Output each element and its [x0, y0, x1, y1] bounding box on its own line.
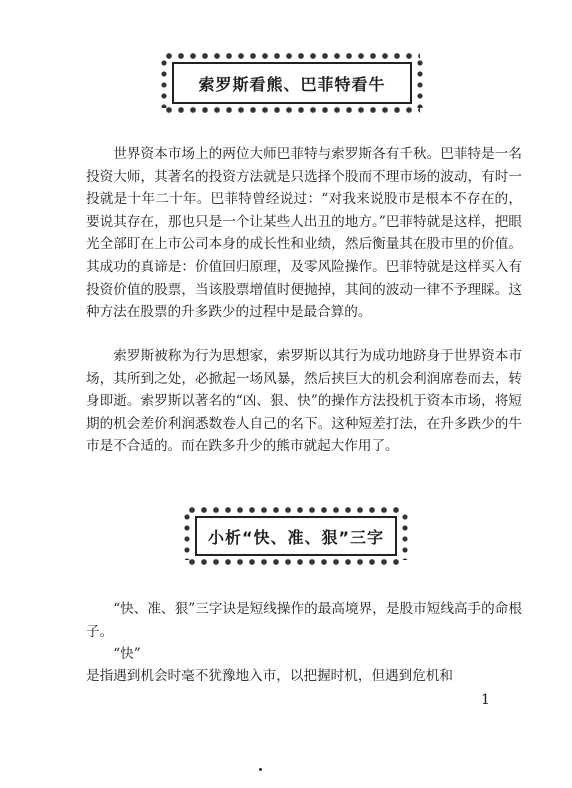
- print-speck: [259, 768, 262, 771]
- ornament-border-right: [401, 512, 409, 560]
- section-title-frame: [195, 516, 397, 556]
- paragraph-intro: “快、准、狠”三字诀是短线操作的最高境界，是股市短线高手的命根子。: [86, 601, 522, 640]
- paragraph-soros: 索罗斯被称为行为思想家，索罗斯以其行为成功地跻身于世界资本市场，其所到之处，必掀起一场风暴，然后挟巨大的机会利润席卷而去，转身即逝。索罗斯以著名的“凶、狠、快”的操作方法投机于资本市场，将短期的机会差价利润悉数卷人自己的名下。这种短差打法，在升多跌少的牛市是不合适的。而在跌多升少的熊市就起大作用了。: [86, 348, 522, 455]
- ornament-border-right: [416, 58, 424, 108]
- page-number: 1: [481, 692, 490, 708]
- section-title: 小析“快、准、狠”三字: [207, 527, 385, 547]
- subheading-kuai: “快”: [113, 646, 141, 662]
- ornament-border-left: [183, 512, 191, 560]
- section-title: 索罗斯看熊、巴菲特看牛: [198, 74, 386, 94]
- paragraph-kuai: 是指遇到机会时毫不犹豫地入市，以把握时机，但遇到危机和: [86, 668, 454, 684]
- section-title-frame: [172, 62, 412, 104]
- paragraph-buffett: 世界资本市场上的两位大师巴菲特与索罗斯各有千秋。巴菲特是一名投资大师，其著名的投资方法就是只选择个股而不理市场的波动，有时一投就是十年二十年。巴菲特曾经说过：“对我来说股市是根本不存在的，要说其存在，那也只是一个让某些人出丑的地方。”巴菲特就是这样，把眼光全部盯在上市公司本身的成长性和业绩，然后衡量其在股市里的价值。其成功的真谛是：价值回归原理，及零风险操作。巴菲特就是这样买入有投资价值的股票，当该股票增值时便抛掉，其间的波动一律不予理睬。这种方法在股票的升多跌少的过程中是最合算的。: [86, 146, 522, 321]
- ornament-border-left: [160, 58, 168, 108]
